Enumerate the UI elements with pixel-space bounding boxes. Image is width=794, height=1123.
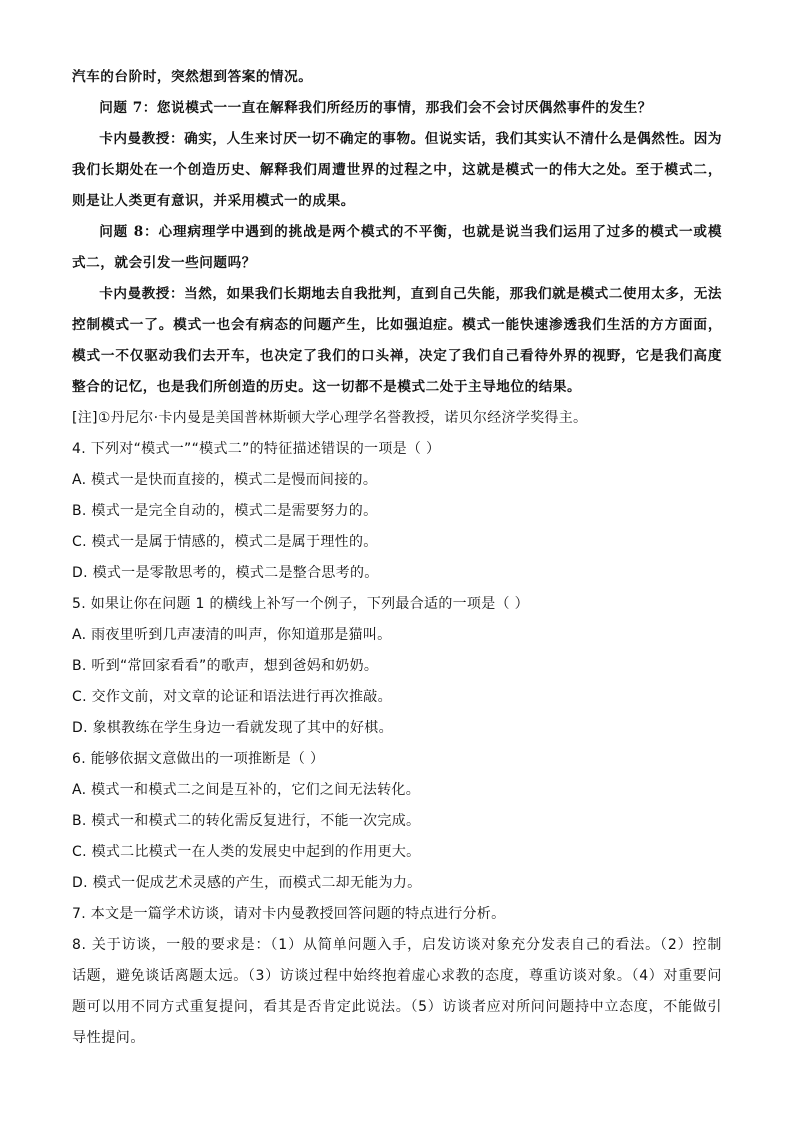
question-6-option-a: A. 模式一和模式二之间是互补的，它们之间无法转化。 <box>72 782 421 798</box>
question-5-option-b: B. 听到“常回家看看”的歌声，想到爸妈和奶奶。 <box>72 658 379 674</box>
passage-question-7: 问题 7：您说模式一一直在解释我们所经历的事情，那我们会不会讨厌偶然事件的发生？ <box>99 100 652 116</box>
document-page <box>72 62 722 1054</box>
question-4-option-b: B. 模式一是完全自动的，模式二是需要努力的。 <box>72 503 378 519</box>
question-6-option-d: D. 模式一促成艺术灵感的产生，而模式二却无能为力。 <box>72 875 422 891</box>
question-5-option-c: C. 交作文前，对文章的论证和语法进行再次推敲。 <box>72 689 392 705</box>
question-5-stem: 5. 如果让你在问题 1 的横线上补写一个例子，下列最合适的一项是（ ） <box>72 596 529 612</box>
question-4-option-c: C. 模式一是属于情感的，模式二是属于理性的。 <box>72 534 378 550</box>
question-7-stem: 7. 本文是一篇学术访谈，请对卡内曼教授回答问题的特点进行分析。 <box>72 906 506 922</box>
passage-answer-8: 卡内曼教授：当然，如果我们长期地去自我批判，直到自己失能，那我们就是模式二使用太多，无法控制模式一了。模式一也会有病态的问题产生，比如强迫症。模式一能快速渗透我们生活的方方面面，模式一不仅驱动我们去开车，也决定了我们的口头禅，决定了我们自己看待外界的视野，它是我们高度整合的记忆，也是我们所创造的历史。这一切都不是模式二处于主导地位的结果。 <box>72 286 722 395</box>
question-8-stem: 8. 关于访谈，一般的要求是：（1）从简单问题入手，启发访谈对象充分发表自己的看法。（2）控制话题，避免谈话离题太远。（3）访谈过程中始终抱着虚心求教的态度，尊重访谈对象。（4）对重要问题可以用不同方式重复提问，看其是否肯定此说法。（5）访谈者应对所问问题持中立态度，不能做引导性提问。 <box>72 937 722 1046</box>
question-5-option-d: D. 象棋教练在学生身边一看就发现了其中的好棋。 <box>72 720 393 736</box>
passage-paragraph-continued: 汽车的台阶时，突然想到答案的情况。 <box>72 69 313 85</box>
passage-answer-7: 卡内曼教授：确实，人生来讨厌一切不确定的事物。但说实话，我们其实认不清什么是偶然性。因为我们长期处在一个创造历史、解释我们周遭世界的过程之中，这就是模式一的伟大之处。至于模式二，则是让人类更有意识，并采用模式一的成果。 <box>72 131 722 209</box>
question-4-stem: 4. 下列对“模式一”“模式二”的特征描述错误的一项是（ ） <box>72 441 441 457</box>
question-5-option-a: A. 雨夜里听到几声凄清的叫声，你知道那是猫叫。 <box>72 627 392 643</box>
passage-question-8: 问题 8：心理病理学中遇到的挑战是两个模式的不平衡，也就是说当我们运用了过多的模式一或模式二，就会引发一些问题吗？ <box>72 224 722 271</box>
question-4-option-d: D. 模式一是零散思考的，模式二是整合思考的。 <box>72 565 379 581</box>
question-6-option-b: B. 模式一和模式二的转化需反复进行，不能一次完成。 <box>72 813 421 829</box>
question-6-stem: 6. 能够依据文意做出的一项推断是（ ） <box>72 751 325 767</box>
question-4-option-a: A. 模式一是快而直接的，模式二是慢而间接的。 <box>72 472 378 488</box>
footnote: [注]①丹尼尔·卡内曼是美国普林斯顿大学心理学名誉教授，诺贝尔经济学奖得主。 <box>72 410 588 426</box>
question-6-option-c: C. 模式二比模式一在人类的发展史中起到的作用更大。 <box>72 844 421 860</box>
